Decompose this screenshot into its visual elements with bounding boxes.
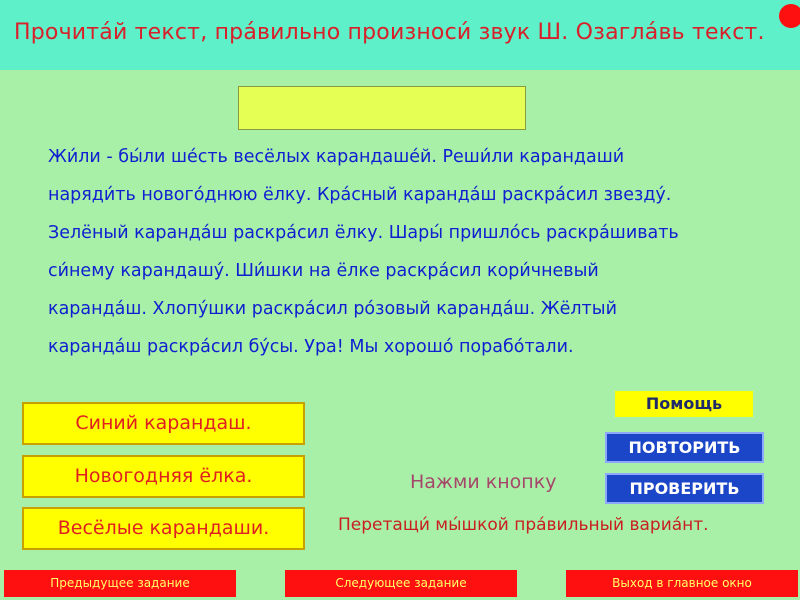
header-bar bbox=[0, 0, 800, 70]
previous-task-button[interactable]: Предыдущее задание bbox=[4, 570, 236, 597]
story-line: каранда́ш раскра́сил бу́сы. Ура! Мы хорошо́ порабо́тали. bbox=[48, 337, 574, 357]
story-line: Жи́ли - бы́ли ше́сть весёлых карандаше́й. Реши́ли карандаши́ bbox=[48, 147, 625, 167]
drag-instruction: Перетащи́ мы́шкой пра́вильный вариа́нт. bbox=[338, 515, 709, 535]
title-drop-target[interactable] bbox=[238, 86, 526, 130]
exit-main-button[interactable]: Выход в главное окно bbox=[566, 570, 798, 597]
story-line: си́нему карандашу́. Ши́шки на ёлке раскра́сил кори́чневый bbox=[48, 261, 599, 281]
option-merry-pencils[interactable]: Весёлые карандаши. bbox=[22, 507, 305, 550]
help-button[interactable]: Помощь bbox=[615, 391, 753, 417]
story-line: каранда́ш. Хлопу́шки раскра́сил ро́зовый каранда́ш. Жёлтый bbox=[48, 299, 617, 319]
story-line: Зелёный каранда́ш раскра́сил ёлку. Шары́ пришло́сь раскра́шивать bbox=[48, 223, 679, 243]
hint-text: Нажми кнопку bbox=[410, 471, 557, 493]
repeat-button[interactable]: ПОВТОРИТЬ bbox=[605, 432, 764, 463]
task-title: Прочита́й текст, пра́вильно произноси́ звук Ш. Озагла́вь текст. bbox=[14, 20, 765, 45]
story-line: наряди́ть нового́днюю ёлку. Кра́сный каранда́ш раскра́сил звезду́. bbox=[48, 185, 672, 205]
option-blue-pencil[interactable]: Синий карандаш. bbox=[22, 402, 305, 445]
next-task-button[interactable]: Следующее задание bbox=[285, 570, 517, 597]
check-button[interactable]: ПРОВЕРИТЬ bbox=[605, 473, 764, 504]
story-text bbox=[48, 138, 768, 366]
option-new-year-tree[interactable]: Новогодняя ёлка. bbox=[22, 455, 305, 498]
close-dot-icon[interactable] bbox=[779, 4, 800, 28]
